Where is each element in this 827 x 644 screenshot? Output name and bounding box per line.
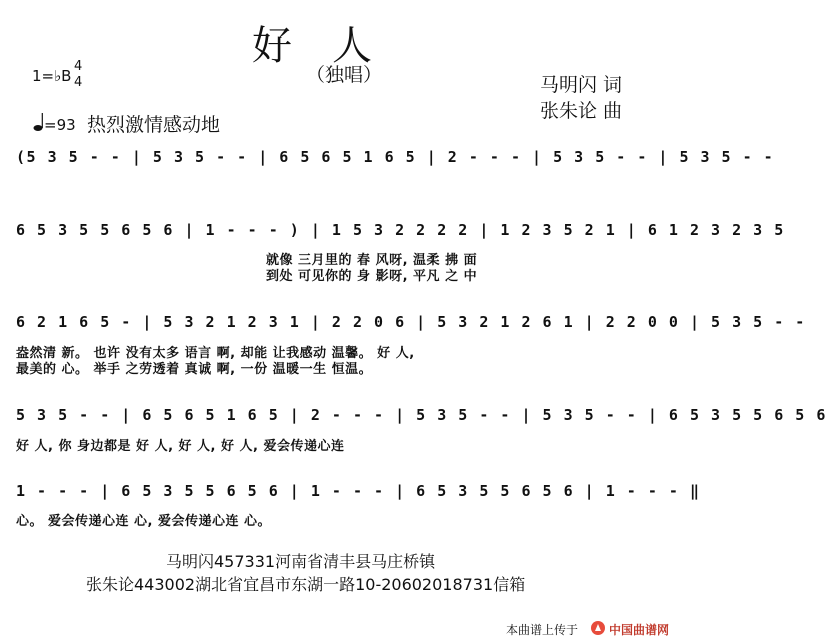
time-signature-bottom: 4 <box>74 75 83 90</box>
site-logo-icon <box>590 620 606 636</box>
footer-upload-note: 本曲谱上传于 <box>506 623 579 637</box>
score-row-3-notes: 6 2 1 6 5 - | 5 3 2 1 2 3 1 | 2 2 0 6 | 5 3 2 1 2 6 1 | 2 2 0 0 | 5 3 5 - - <box>16 313 806 331</box>
address-line-1: 马明闪457331河南省清丰县马庄桥镇 <box>166 552 436 571</box>
score-row-2-lyric-1: 就像 三月里的 春 风呀, 温柔 拂 面 <box>266 253 478 268</box>
composer-credit: 张朱论 曲 <box>540 100 623 122</box>
score-row-4-lyric-1: 好 人, 你 身边都是 好 人, 好 人, 好 人, 爱会传递心连 <box>16 439 345 454</box>
address-line-2: 张朱论443002湖北省宜昌市东湖一路10-20602018731信箱 <box>86 575 526 594</box>
score-row-3-lyric-2: 最美的 心。 举手 之劳透着 真诚 啊, 一份 温暖一生 恒温。 <box>16 362 373 377</box>
song-title: 好 人 <box>252 23 372 69</box>
score-row-5-notes: 1 - - - | 6 5 3 5 5 6 5 6 | 1 - - - | 6 5 3 5 5 6 5 6 | 1 - - - ‖ <box>16 482 701 500</box>
score-row-5-lyric-1: 心。 爱会传递心连 心, 爱会传递心连 心。 <box>16 514 272 529</box>
song-subtitle: （独唱） <box>306 64 383 86</box>
score-row-2-lyric-2: 到处 可见你的 身 影呀, 平凡 之 中 <box>266 269 478 284</box>
score-row-3-lyric-1: 盎然清 新。 也许 没有太多 语言 啊, 却能 让我感动 温馨。 好 人, <box>16 346 415 361</box>
tempo-marking: =93 <box>44 116 76 134</box>
time-signature-top: 4 <box>74 59 83 74</box>
score-row-2-notes: 6 5 3 5 5 6 5 6 | 1 - - - ) | 1 5 3 2 2 2 2 | 1 2 3 5 2 1 | 6 1 2 3 2 3 5 <box>16 221 785 239</box>
lyricist-credit: 马明闪 词 <box>540 74 623 96</box>
key-signature: 1=♭B <box>32 67 72 85</box>
score-row-4-notes: 5 3 5 - - | 6 5 6 5 1 6 5 | 2 - - - | 5 3 5 - - | 5 3 5 - - | 6 5 3 5 5 6 5 6 <box>16 406 827 424</box>
site-brand-name[interactable]: 中国曲谱网 <box>609 623 670 637</box>
score-row-1-notes: (5 3 5 - - | 5 3 5 - - | 6 5 6 5 1 6 5 | 2 - - - | 5 3 5 - - | 5 3 5 - - <box>16 148 775 166</box>
expression-marking: 热烈激情感动地 <box>87 114 221 136</box>
